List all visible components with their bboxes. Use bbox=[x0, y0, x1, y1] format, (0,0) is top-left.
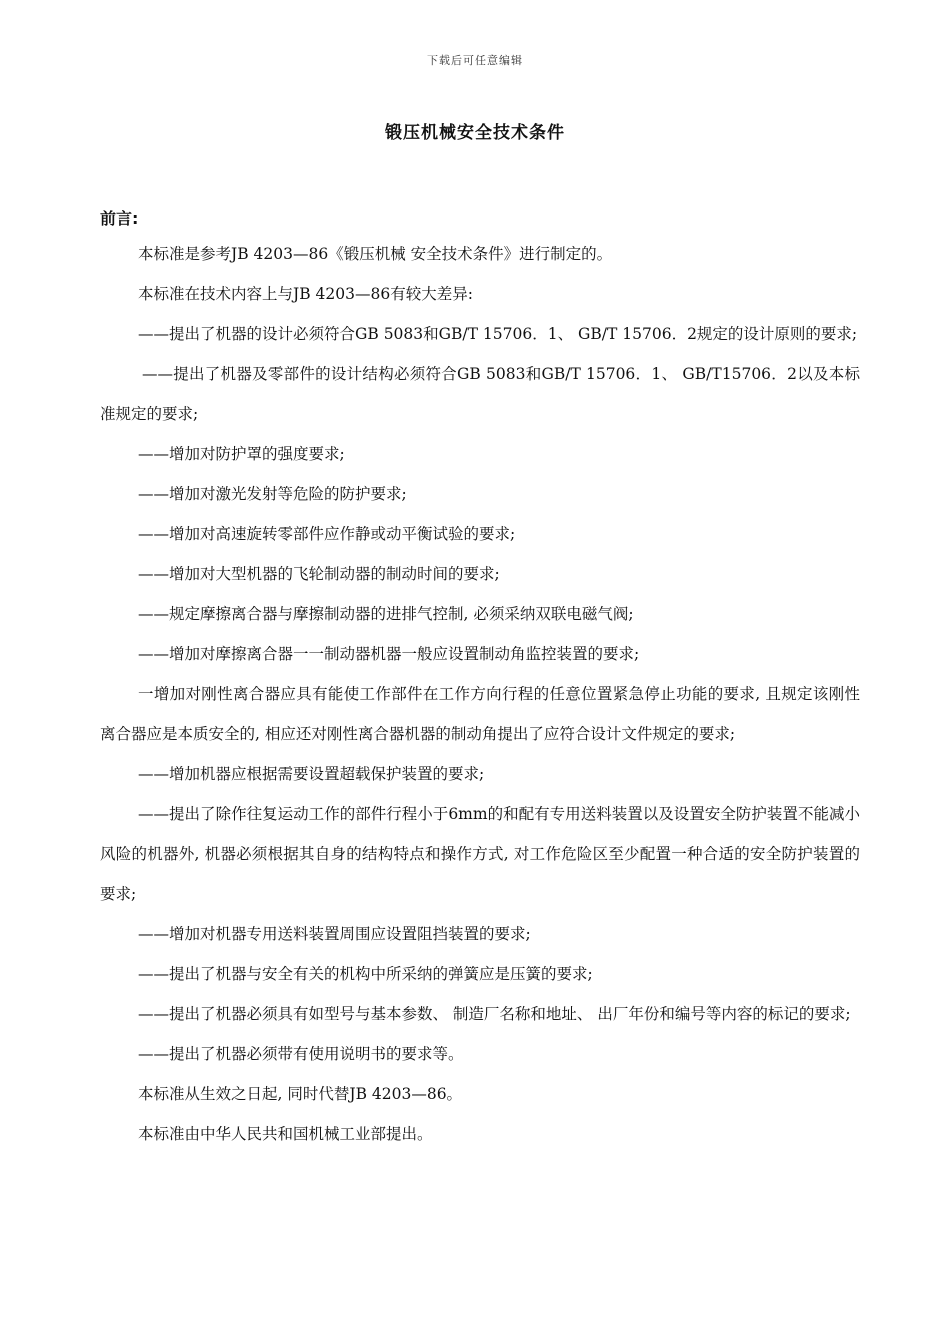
paragraph: ——提出了机器必须具有如型号与基本参数、 制造厂名称和地址、 出厂年份和编号等内容的标记的要求; bbox=[138, 1005, 851, 1023]
paragraph: 本标准从生效之日起, 同时代替JB 4203—86。 bbox=[138, 1085, 463, 1103]
paragraph: 本标准是参考JB 4203—86《锻压机械 安全技术条件》进行制定的。 bbox=[138, 245, 613, 263]
paragraph: ——提出了机器的设计必须符合GB 5083和GB/T 15706．1、 GB/T 15706．2规定的设计原则的要求; bbox=[138, 325, 858, 343]
document-title: 锻压机械安全技术条件 bbox=[385, 123, 565, 143]
download-note: 下载后可任意编辑 bbox=[427, 54, 523, 67]
paragraph: ——增加对摩擦离合器一一制动器机器一般应设置制动角监控装置的要求; bbox=[138, 645, 640, 663]
paragraph: ——提出了机器与安全有关的机构中所采纳的弹簧应是压簧的要求; bbox=[138, 965, 593, 983]
paragraph: ——增加对机器专用送料装置周围应设置阻挡装置的要求; bbox=[138, 925, 531, 943]
paragraph: ——增加对高速旋转零部件应作静或动平衡试验的要求; bbox=[138, 525, 516, 543]
paragraph: 一增加对刚性离合器应具有能使工作部件在工作方向行程的任意位置紧急停止功能的要求, 且规定该刚性离合器应是本质安全的, 相应还对刚性离合器机器的制动角提出了应符合设计文件规定的要求; bbox=[100, 685, 860, 743]
paragraph: ——提出了机器及零部件的设计结构必须符合GB 5083和GB/T 15706．1、 GB/T15706．2以及本标准规定的要求; bbox=[100, 365, 860, 423]
paragraph: ——提出了除作往复运动工作的部件行程小于6mm的和配有专用送料装置以及设置安全防护装置不能减小风险的机器外, 机器必须根据其自身的结构特点和操作方式, 对工作危险区至少配置一种合适的安全防护装置的要求; bbox=[100, 805, 860, 903]
paragraph: ——增加对大型机器的飞轮制动器的制动时间的要求; bbox=[138, 565, 500, 583]
paragraph: ——提出了机器必须带有使用说明书的要求等。 bbox=[138, 1045, 464, 1063]
paragraph: 本标准在技术内容上与JB 4203—86有较大差异: bbox=[138, 285, 473, 303]
paragraph: ——增加对激光发射等危险的防护要求; bbox=[138, 485, 407, 503]
preface-body bbox=[100, 234, 860, 1154]
paragraph: ——增加机器应根据需要设置超载保护装置的要求; bbox=[138, 765, 485, 783]
paragraph: 本标准由中华人民共和国机械工业部提出。 bbox=[138, 1125, 433, 1143]
preface-heading: 前言: bbox=[100, 209, 139, 228]
paragraph: ——规定摩擦离合器与摩擦制动器的进排气控制, 必须采纳双联电磁气阀; bbox=[138, 605, 634, 623]
paragraph: ——增加对防护罩的强度要求; bbox=[138, 445, 345, 463]
